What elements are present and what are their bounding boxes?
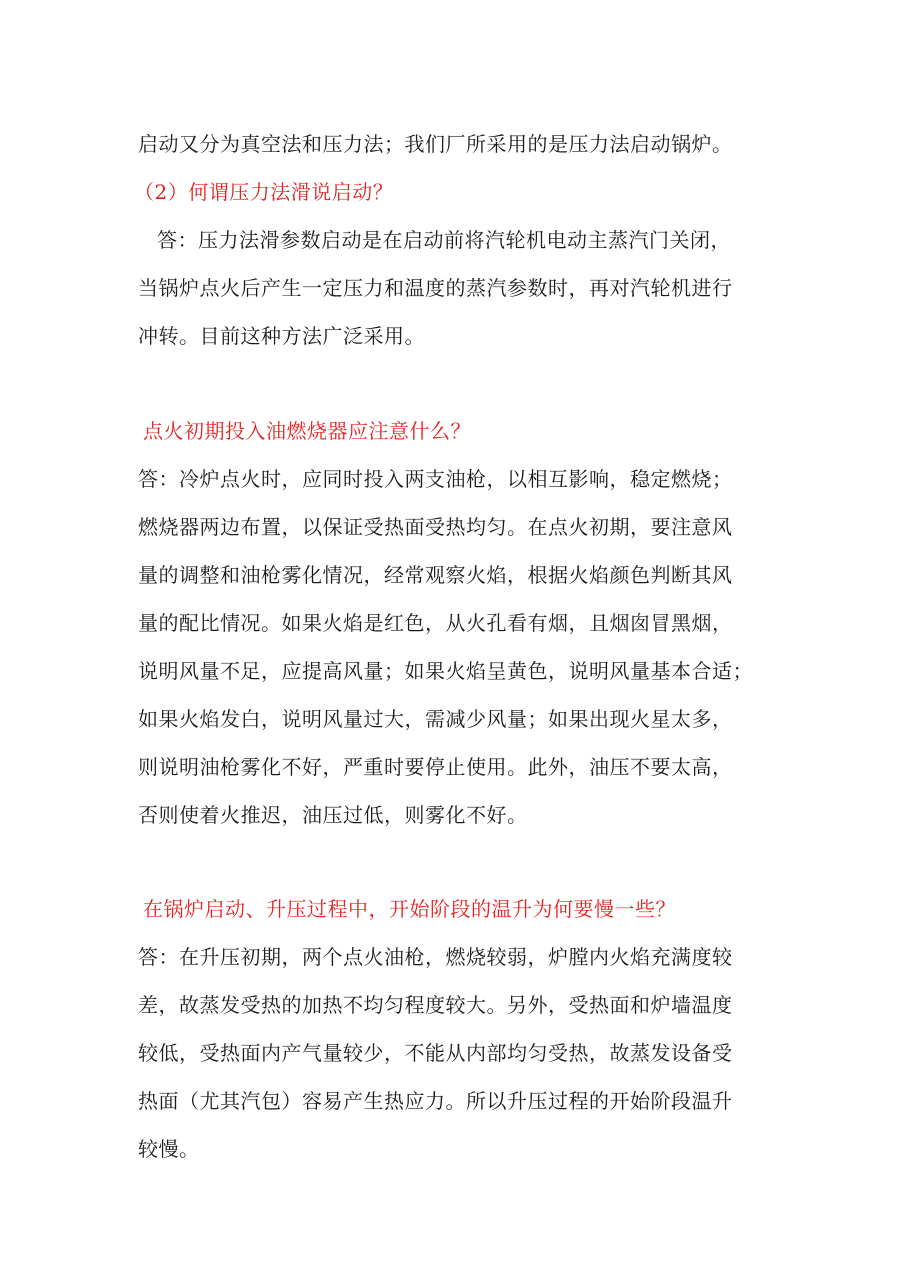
- answer-4-line-2: 差，故蒸发受热的加热不均匀程度较大。另外，受热面和炉墙温度: [138, 993, 733, 1017]
- answer-3-line-7: 则说明油枪雾化不好，严重时要停止使用。此外，油压不要太高，: [138, 755, 733, 779]
- answer-3-line-1: 答：冷炉点火时，应同时投入两支油枪，以相互影响，稳定燃烧；: [138, 467, 733, 491]
- intro-line-1: 启动又分为真空法和压力法；我们厂所采用的是压力法启动锅炉。: [138, 132, 733, 156]
- question-4-heading: 在锅炉启动、升压过程中，开始阶段的温升为何要慢一些？: [143, 897, 676, 921]
- question-3-heading: 点火初期投入油燃烧器应注意什么？: [143, 419, 471, 443]
- answer-2-line-3: 冲转。目前这种方法广泛采用。: [138, 324, 425, 348]
- answer-3-line-5: 说明风量不足，应提高风量；如果火焰呈黄色，说明风量基本合适；: [138, 659, 753, 683]
- answer-2-line-1: 答：压力法滑参数启动是在启动前将汽轮机电动主蒸汽门关闭，: [157, 228, 731, 252]
- answer-3-line-8: 否则使着火推迟，油压过低，则雾化不好。: [138, 803, 528, 827]
- answer-4-line-1: 答：在升压初期，两个点火油枪，燃烧较弱，炉膛内火焰充满度较: [138, 945, 733, 969]
- answer-3-line-2: 燃烧器两边布置，以保证受热面受热均匀。在点火初期，要注意风: [138, 515, 733, 539]
- question-2-heading: （2）何谓压力法滑说启动？: [134, 180, 394, 204]
- answer-4-line-3: 较低，受热面内产气量较少，不能从内部均匀受热，故蒸发设备受: [138, 1041, 733, 1065]
- answer-3-line-4: 量的配比情况。如果火焰是红色，从火孔看有烟，且烟囱冒黑烟，: [138, 611, 733, 635]
- answer-4-line-5: 较慢。: [138, 1137, 200, 1161]
- answer-4-line-4: 热面（尤其汽包）容易产生热应力。所以升压过程的开始阶段温升: [138, 1089, 733, 1113]
- answer-3-line-3: 量的调整和油枪雾化情况，经常观察火焰，根据火焰颜色判断其风: [138, 563, 733, 587]
- answer-2-line-2: 当锅炉点火后产生一定压力和温度的蒸汽参数时，再对汽轮机进行: [138, 276, 733, 300]
- answer-3-line-6: 如果火焰发白，说明风量过大，需减少风量；如果出现火星太多，: [138, 707, 733, 731]
